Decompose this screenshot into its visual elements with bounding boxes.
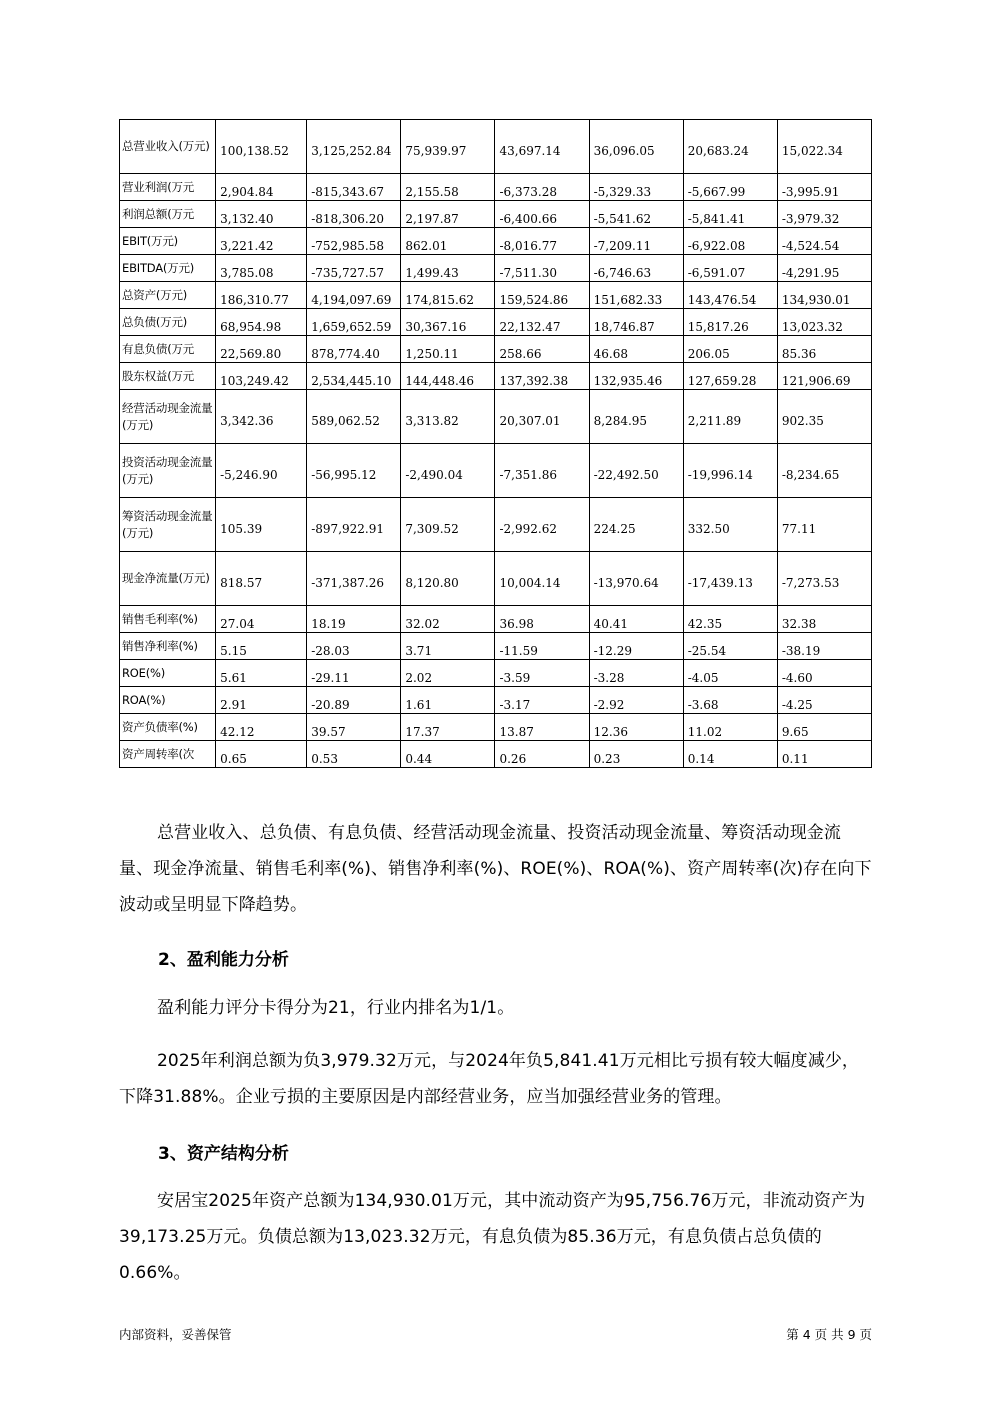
row-label: 资产周转率(次 xyxy=(120,741,216,768)
table-row xyxy=(120,120,872,174)
table-cell: 186,310.77 xyxy=(216,282,307,309)
table-cell: -3.28 xyxy=(589,660,683,687)
table-cell: 1,659,652.59 xyxy=(307,309,401,336)
table-cell: -28.03 xyxy=(307,633,401,660)
table-cell: 32.38 xyxy=(777,606,871,633)
table-cell: 5.61 xyxy=(216,660,307,687)
table-cell: -6,400.66 xyxy=(495,201,589,228)
table-cell: 22,132.47 xyxy=(495,309,589,336)
footer-confidential-note: 内部资料，妥善保管 xyxy=(119,1327,232,1342)
table-cell: 3,313.82 xyxy=(401,390,495,444)
table-cell: 589,062.52 xyxy=(307,390,401,444)
table-cell: 10,004.14 xyxy=(495,552,589,606)
table-cell: -4.25 xyxy=(777,687,871,714)
table-cell: 100,138.52 xyxy=(216,120,307,174)
table-cell: -2,490.04 xyxy=(401,444,495,498)
table-cell: 42.12 xyxy=(216,714,307,741)
table-cell: 878,774.40 xyxy=(307,336,401,363)
table-row xyxy=(120,552,872,606)
table-cell: -3,995.91 xyxy=(777,174,871,201)
table-cell: -815,343.67 xyxy=(307,174,401,201)
table-cell: 103,249.42 xyxy=(216,363,307,390)
table-cell: 127,659.28 xyxy=(683,363,777,390)
table-cell: 75,939.97 xyxy=(401,120,495,174)
table-cell: 132,935.46 xyxy=(589,363,683,390)
table-cell: 8,120.80 xyxy=(401,552,495,606)
table-cell: 1,250.11 xyxy=(401,336,495,363)
row-label: 现金净流量(万元) xyxy=(120,552,216,606)
table-cell: 2,155.58 xyxy=(401,174,495,201)
table-cell: -4,524.54 xyxy=(777,228,871,255)
table-cell: 143,476.54 xyxy=(683,282,777,309)
table-cell: 18.19 xyxy=(307,606,401,633)
row-label: 股东权益(万元 xyxy=(120,363,216,390)
row-label: ROE(%) xyxy=(120,660,216,687)
table-cell: -735,727.57 xyxy=(307,255,401,282)
table-cell: -897,922.91 xyxy=(307,498,401,552)
table-cell: -6,373.28 xyxy=(495,174,589,201)
table-cell: 36,096.05 xyxy=(589,120,683,174)
table-cell: 3.71 xyxy=(401,633,495,660)
table-cell: 3,342.36 xyxy=(216,390,307,444)
table-cell: -818,306.20 xyxy=(307,201,401,228)
table-cell: -11.59 xyxy=(495,633,589,660)
table-cell: 36.98 xyxy=(495,606,589,633)
table-row xyxy=(120,309,872,336)
table-row xyxy=(120,336,872,363)
row-label: 有息负债(万元 xyxy=(120,336,216,363)
table-cell: 8,284.95 xyxy=(589,390,683,444)
table-cell: 0.23 xyxy=(589,741,683,768)
table-cell: 22,569.80 xyxy=(216,336,307,363)
table-cell: 1,499.43 xyxy=(401,255,495,282)
table-cell: 3,785.08 xyxy=(216,255,307,282)
row-label: 销售净利率(%) xyxy=(120,633,216,660)
table-cell: -7,511.30 xyxy=(495,255,589,282)
section-heading-asset-structure: 3、资产结构分析 xyxy=(158,1144,289,1164)
table-cell: 42.35 xyxy=(683,606,777,633)
table-cell: 4,194,097.69 xyxy=(307,282,401,309)
table-cell: 43,697.14 xyxy=(495,120,589,174)
table-row xyxy=(120,741,872,768)
table-cell: 12.36 xyxy=(589,714,683,741)
table-cell: 137,392.38 xyxy=(495,363,589,390)
table-cell: 20,683.24 xyxy=(683,120,777,174)
table-cell: 1.61 xyxy=(401,687,495,714)
table-cell: -5,841.41 xyxy=(683,201,777,228)
table-row xyxy=(120,174,872,201)
table-cell: -20.89 xyxy=(307,687,401,714)
table-cell: 3,132.40 xyxy=(216,201,307,228)
table-cell: -7,209.11 xyxy=(589,228,683,255)
asset-structure-paragraph: 安居宝2025年资产总额为134,930.01万元，其中流动资产为95,756.76万元，非流动资产为39,173.25万元。负债总额为13,023.32万元，有息负债为85.36万元，有息负债占总负债的0.66%。 xyxy=(119,1191,866,1283)
table-cell: 105.39 xyxy=(216,498,307,552)
table-cell: -371,387.26 xyxy=(307,552,401,606)
table-cell: 2.02 xyxy=(401,660,495,687)
table-cell: -6,922.08 xyxy=(683,228,777,255)
table-cell: -4.60 xyxy=(777,660,871,687)
table-cell: -3,979.32 xyxy=(777,201,871,228)
table-row xyxy=(120,363,872,390)
table-cell: -25.54 xyxy=(683,633,777,660)
table-cell: -4,291.95 xyxy=(777,255,871,282)
table-cell: 13.87 xyxy=(495,714,589,741)
table-row xyxy=(120,633,872,660)
table-cell: 902.35 xyxy=(777,390,871,444)
table-cell: -752,985.58 xyxy=(307,228,401,255)
table-cell: 174,815.62 xyxy=(401,282,495,309)
table-cell: 2,211.89 xyxy=(683,390,777,444)
table-row xyxy=(120,714,872,741)
table-cell: 0.14 xyxy=(683,741,777,768)
table-cell: 13,023.32 xyxy=(777,309,871,336)
row-label: EBITDA(万元) xyxy=(120,255,216,282)
table-cell: -56,995.12 xyxy=(307,444,401,498)
table-cell: 20,307.01 xyxy=(495,390,589,444)
table-cell: 0.44 xyxy=(401,741,495,768)
table-cell: 224.25 xyxy=(589,498,683,552)
table-cell: -13,970.64 xyxy=(589,552,683,606)
row-label: 筹资活动现金流量(万元) xyxy=(120,498,216,552)
table-cell: 15,817.26 xyxy=(683,309,777,336)
table-cell: 134,930.01 xyxy=(777,282,871,309)
table-cell: 2,534,445.10 xyxy=(307,363,401,390)
table-row xyxy=(120,228,872,255)
row-label: 营业利润(万元 xyxy=(120,174,216,201)
table-cell: 0.65 xyxy=(216,741,307,768)
table-cell: 39.57 xyxy=(307,714,401,741)
table-cell: 3,125,252.84 xyxy=(307,120,401,174)
table-cell: -17,439.13 xyxy=(683,552,777,606)
row-label: 利润总额(万元 xyxy=(120,201,216,228)
table-cell: -2,992.62 xyxy=(495,498,589,552)
financial-indicators-table xyxy=(119,119,872,768)
table-cell: -6,591.07 xyxy=(683,255,777,282)
table-cell: -3.68 xyxy=(683,687,777,714)
table-cell: -7,273.53 xyxy=(777,552,871,606)
table-cell: -5,541.62 xyxy=(589,201,683,228)
table-cell: -8,234.65 xyxy=(777,444,871,498)
table-row xyxy=(120,255,872,282)
table-cell: 144,448.46 xyxy=(401,363,495,390)
table-cell: 862.01 xyxy=(401,228,495,255)
table-cell: 7,309.52 xyxy=(401,498,495,552)
table-cell: 15,022.34 xyxy=(777,120,871,174)
table-cell: -22,492.50 xyxy=(589,444,683,498)
section-heading-profitability: 2、盈利能力分析 xyxy=(158,950,289,970)
table-cell: 0.11 xyxy=(777,741,871,768)
table-cell: 40.41 xyxy=(589,606,683,633)
table-cell: 151,682.33 xyxy=(589,282,683,309)
table-cell: 85.36 xyxy=(777,336,871,363)
row-label: EBIT(万元) xyxy=(120,228,216,255)
table-cell: -7,351.86 xyxy=(495,444,589,498)
table-cell: -4.05 xyxy=(683,660,777,687)
table-row xyxy=(120,498,872,552)
footer-page-number: 第 4 页 共 9 页 xyxy=(786,1327,872,1342)
row-label: 销售毛利率(%) xyxy=(120,606,216,633)
table-cell: 17.37 xyxy=(401,714,495,741)
table-cell: -12.29 xyxy=(589,633,683,660)
row-label: ROA(%) xyxy=(120,687,216,714)
profit-analysis-paragraph: 2025年利润总额为负3,979.32万元，与2024年负5,841.41万元相比亏损有较大幅度减少，下降31.88%。企业亏损的主要原因是内部经营业务，应当加强经营业务的管理。 xyxy=(119,1051,860,1107)
profitability-score-text: 盈利能力评分卡得分为21，行业内排名为1/1。 xyxy=(157,998,515,1018)
table-cell: -38.19 xyxy=(777,633,871,660)
table-row xyxy=(120,282,872,309)
row-label: 投资活动现金流量(万元) xyxy=(120,444,216,498)
table-row xyxy=(120,687,872,714)
table-cell: 258.66 xyxy=(495,336,589,363)
row-label: 总资产(万元) xyxy=(120,282,216,309)
table-cell: 9.65 xyxy=(777,714,871,741)
table-row xyxy=(120,606,872,633)
table-cell: -19,996.14 xyxy=(683,444,777,498)
table-cell: 0.53 xyxy=(307,741,401,768)
table-cell: 159,524.86 xyxy=(495,282,589,309)
table-cell: -3.17 xyxy=(495,687,589,714)
table-cell: 5.15 xyxy=(216,633,307,660)
table-cell: 2,197.87 xyxy=(401,201,495,228)
row-label: 资产负债率(%) xyxy=(120,714,216,741)
table-cell: -3.59 xyxy=(495,660,589,687)
table-cell: 818.57 xyxy=(216,552,307,606)
table-row xyxy=(120,201,872,228)
table-cell: 206.05 xyxy=(683,336,777,363)
table-cell: -6,746.63 xyxy=(589,255,683,282)
table-cell: 0.26 xyxy=(495,741,589,768)
table-cell: -2.92 xyxy=(589,687,683,714)
table-cell: 2.91 xyxy=(216,687,307,714)
table-cell: 27.04 xyxy=(216,606,307,633)
table-cell: 121,906.69 xyxy=(777,363,871,390)
trend-summary-paragraph: 总营业收入、总负债、有息负债、经营活动现金流量、投资活动现金流量、筹资活动现金流量、现金净流量、销售毛利率(%)、销售净利率(%)、ROE(%)、ROA(%)、资产周转率(次)存在向下波动或呈明显下降趋势。 xyxy=(119,823,872,915)
table-row xyxy=(120,444,872,498)
row-label: 经营活动现金流量(万元) xyxy=(120,390,216,444)
table-cell: 332.50 xyxy=(683,498,777,552)
table-cell: 68,954.98 xyxy=(216,309,307,336)
table-cell: -8,016.77 xyxy=(495,228,589,255)
table-row xyxy=(120,390,872,444)
table-cell: 11.02 xyxy=(683,714,777,741)
table-cell: -29.11 xyxy=(307,660,401,687)
table-cell: 46.68 xyxy=(589,336,683,363)
table-cell: 32.02 xyxy=(401,606,495,633)
table-cell: -5,667.99 xyxy=(683,174,777,201)
table-cell: 3,221.42 xyxy=(216,228,307,255)
table-cell: 2,904.84 xyxy=(216,174,307,201)
table-row xyxy=(120,660,872,687)
row-label: 总负债(万元) xyxy=(120,309,216,336)
table-cell: 30,367.16 xyxy=(401,309,495,336)
row-label: 总营业收入(万元) xyxy=(120,120,216,174)
table-cell: 77.11 xyxy=(777,498,871,552)
table-cell: -5,329.33 xyxy=(589,174,683,201)
table-cell: 18,746.87 xyxy=(589,309,683,336)
table-cell: -5,246.90 xyxy=(216,444,307,498)
